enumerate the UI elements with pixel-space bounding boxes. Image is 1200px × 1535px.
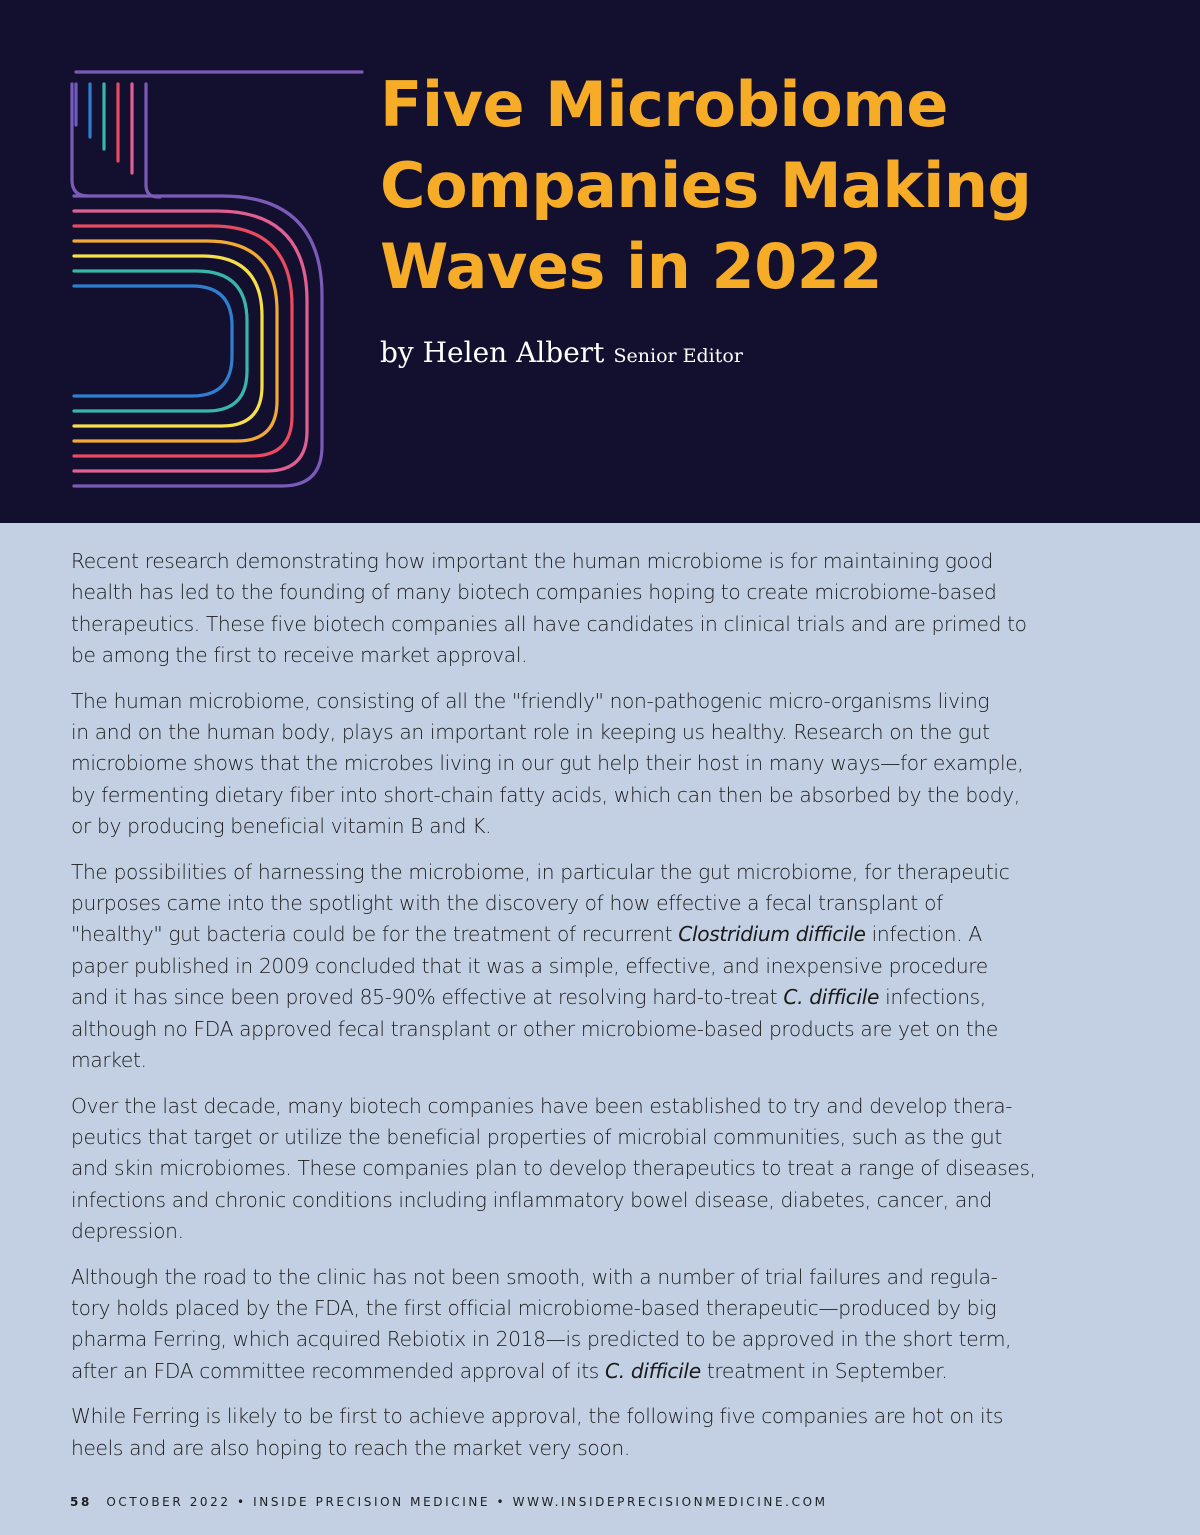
numeral-bowl-stroke bbox=[74, 286, 232, 396]
text-line bbox=[71, 919, 1121, 950]
header-banner bbox=[0, 0, 1200, 523]
text-line bbox=[71, 780, 1121, 811]
text-run: after an FDA committee recommended approval of its bbox=[71, 1358, 606, 1383]
text-line bbox=[71, 686, 1121, 717]
five-numeral-art bbox=[0, 0, 380, 523]
text-line bbox=[71, 609, 1121, 640]
text-run: microbiome shows that the microbes living in our gut help their host in many ways—for example, bbox=[71, 751, 1024, 776]
text-run: peutics that target or utilize the beneficial properties of microbial communities, such as the gut bbox=[71, 1124, 1002, 1149]
text-run: although no FDA approved fecal transplant or other microbiome-based products are yet on the bbox=[71, 1016, 998, 1041]
text-run: Although the road to the clinic has not been smooth, with a number of trial failures and regula- bbox=[71, 1264, 998, 1289]
text-run: While Ferring is likely to be first to achieve approval, the following five companies are hot on its bbox=[71, 1404, 1004, 1429]
text-line bbox=[71, 1401, 1121, 1432]
text-line bbox=[71, 1045, 1121, 1076]
title-line-3: Waves in 2022 bbox=[380, 230, 883, 303]
text-run: health has led to the founding of many biotech companies hoping to create microbiome-based bbox=[71, 580, 997, 605]
text-line bbox=[71, 888, 1121, 919]
text-run: pharma Ferring, which acquired Rebiotix in 2018—is predicted to be approved in the short term, bbox=[71, 1327, 1012, 1352]
title-line-1: Five Microbiome bbox=[380, 68, 948, 141]
text-line bbox=[71, 1185, 1121, 1216]
article-paragraph bbox=[71, 1401, 1121, 1464]
article-paragraph bbox=[71, 1091, 1121, 1248]
text-run: by fermenting dietary fiber into short-chain fatty acids, which can then be absorbed by the body, bbox=[71, 782, 1020, 807]
text-line bbox=[71, 1262, 1121, 1293]
text-line bbox=[71, 951, 1121, 982]
italic-species-name: C. difficile bbox=[783, 985, 880, 1010]
text-run: Over the last decade, many biotech companies have been established to try and develop thera- bbox=[71, 1093, 1013, 1118]
text-run: paper published in 2009 concluded that it was a simple, effective, and inexpensive procedure bbox=[71, 953, 988, 978]
article-paragraph bbox=[71, 686, 1121, 843]
text-run: Recent research demonstrating how important the human microbiome is for maintaining good bbox=[71, 549, 994, 573]
italic-species-name: Clostridium difficile bbox=[678, 922, 866, 947]
text-run: in and on the human body, plays an important role in keeping us healthy. Research on the gut bbox=[71, 720, 990, 745]
text-run: infections, bbox=[879, 985, 986, 1010]
page-footer bbox=[70, 1495, 828, 1509]
text-run: depression. bbox=[71, 1219, 184, 1244]
text-run: infections and chronic conditions including inflammatory bowel disease, diabetes, cancer, and bbox=[71, 1187, 992, 1212]
text-line bbox=[71, 1014, 1121, 1045]
text-line bbox=[71, 982, 1121, 1013]
text-run: tory holds placed by the FDA, the first official microbiome-based therapeutic—produced by big bbox=[71, 1295, 997, 1320]
text-line bbox=[71, 1153, 1121, 1184]
author-name: by Helen Albert bbox=[380, 336, 605, 369]
article-paragraph bbox=[71, 857, 1121, 1077]
numeral-stem-stroke bbox=[146, 84, 160, 197]
text-run: treatment in September. bbox=[700, 1358, 948, 1383]
article-title bbox=[380, 64, 1180, 307]
numeral-bowl-stroke bbox=[74, 211, 307, 471]
text-run: and skin microbiomes. These companies plan to develop therapeutics to treat a range of diseases, bbox=[71, 1156, 1036, 1181]
text-line bbox=[71, 577, 1121, 608]
title-line-2: Companies Making bbox=[380, 149, 1032, 222]
text-line bbox=[71, 546, 1121, 577]
text-line bbox=[71, 1122, 1121, 1153]
author-role: Senior Editor bbox=[613, 345, 743, 367]
text-line bbox=[71, 1356, 1121, 1387]
text-run: therapeutics. These five biotech companies all have candidates in clinical trials and are primed to bbox=[71, 611, 1027, 636]
text-line bbox=[71, 1324, 1121, 1355]
text-line bbox=[71, 857, 1121, 888]
italic-species-name: C. difficile bbox=[605, 1358, 701, 1383]
text-line bbox=[71, 717, 1121, 748]
text-line bbox=[71, 811, 1121, 842]
text-line bbox=[71, 1216, 1121, 1247]
byline bbox=[380, 336, 743, 369]
article-paragraph bbox=[71, 1262, 1121, 1388]
text-run: market. bbox=[71, 1048, 147, 1073]
text-run: be among the first to receive market approval. bbox=[71, 643, 528, 668]
text-run: The human microbiome, consisting of all the "friendly" non-pathogenic micro-organisms living bbox=[71, 688, 990, 713]
text-line bbox=[71, 1293, 1121, 1324]
text-run: or by producing beneficial vitamin B and K. bbox=[71, 814, 492, 839]
text-run: "healthy" gut bacteria could be for the treatment of recurrent bbox=[71, 922, 679, 947]
text-line bbox=[71, 748, 1121, 779]
numeral-bowl-stroke bbox=[74, 271, 247, 411]
text-line bbox=[71, 1433, 1121, 1464]
article-paragraph bbox=[71, 546, 1121, 672]
text-run: heels and are also hoping to reach the market very soon. bbox=[71, 1435, 630, 1460]
text-run: The possibilities of harnessing the microbiome, in particular the gut microbiome, for therapeutic bbox=[71, 859, 1010, 884]
article-body bbox=[71, 546, 1121, 1478]
page-number: 58 bbox=[70, 1495, 92, 1509]
footer-text: OCTOBER 2022 • INSIDE PRECISION MEDICINE • WWW.INSIDEPRECISIONMEDICINE.COM bbox=[106, 1495, 828, 1509]
text-run: infection. A bbox=[865, 922, 982, 947]
text-line bbox=[71, 640, 1121, 671]
text-run: and it has since been proved 85-90% effective at resolving hard-to-treat bbox=[71, 985, 784, 1010]
text-run: purposes came into the spotlight with the discovery of how effective a fecal transplant of bbox=[71, 891, 943, 916]
text-line bbox=[71, 1091, 1121, 1122]
